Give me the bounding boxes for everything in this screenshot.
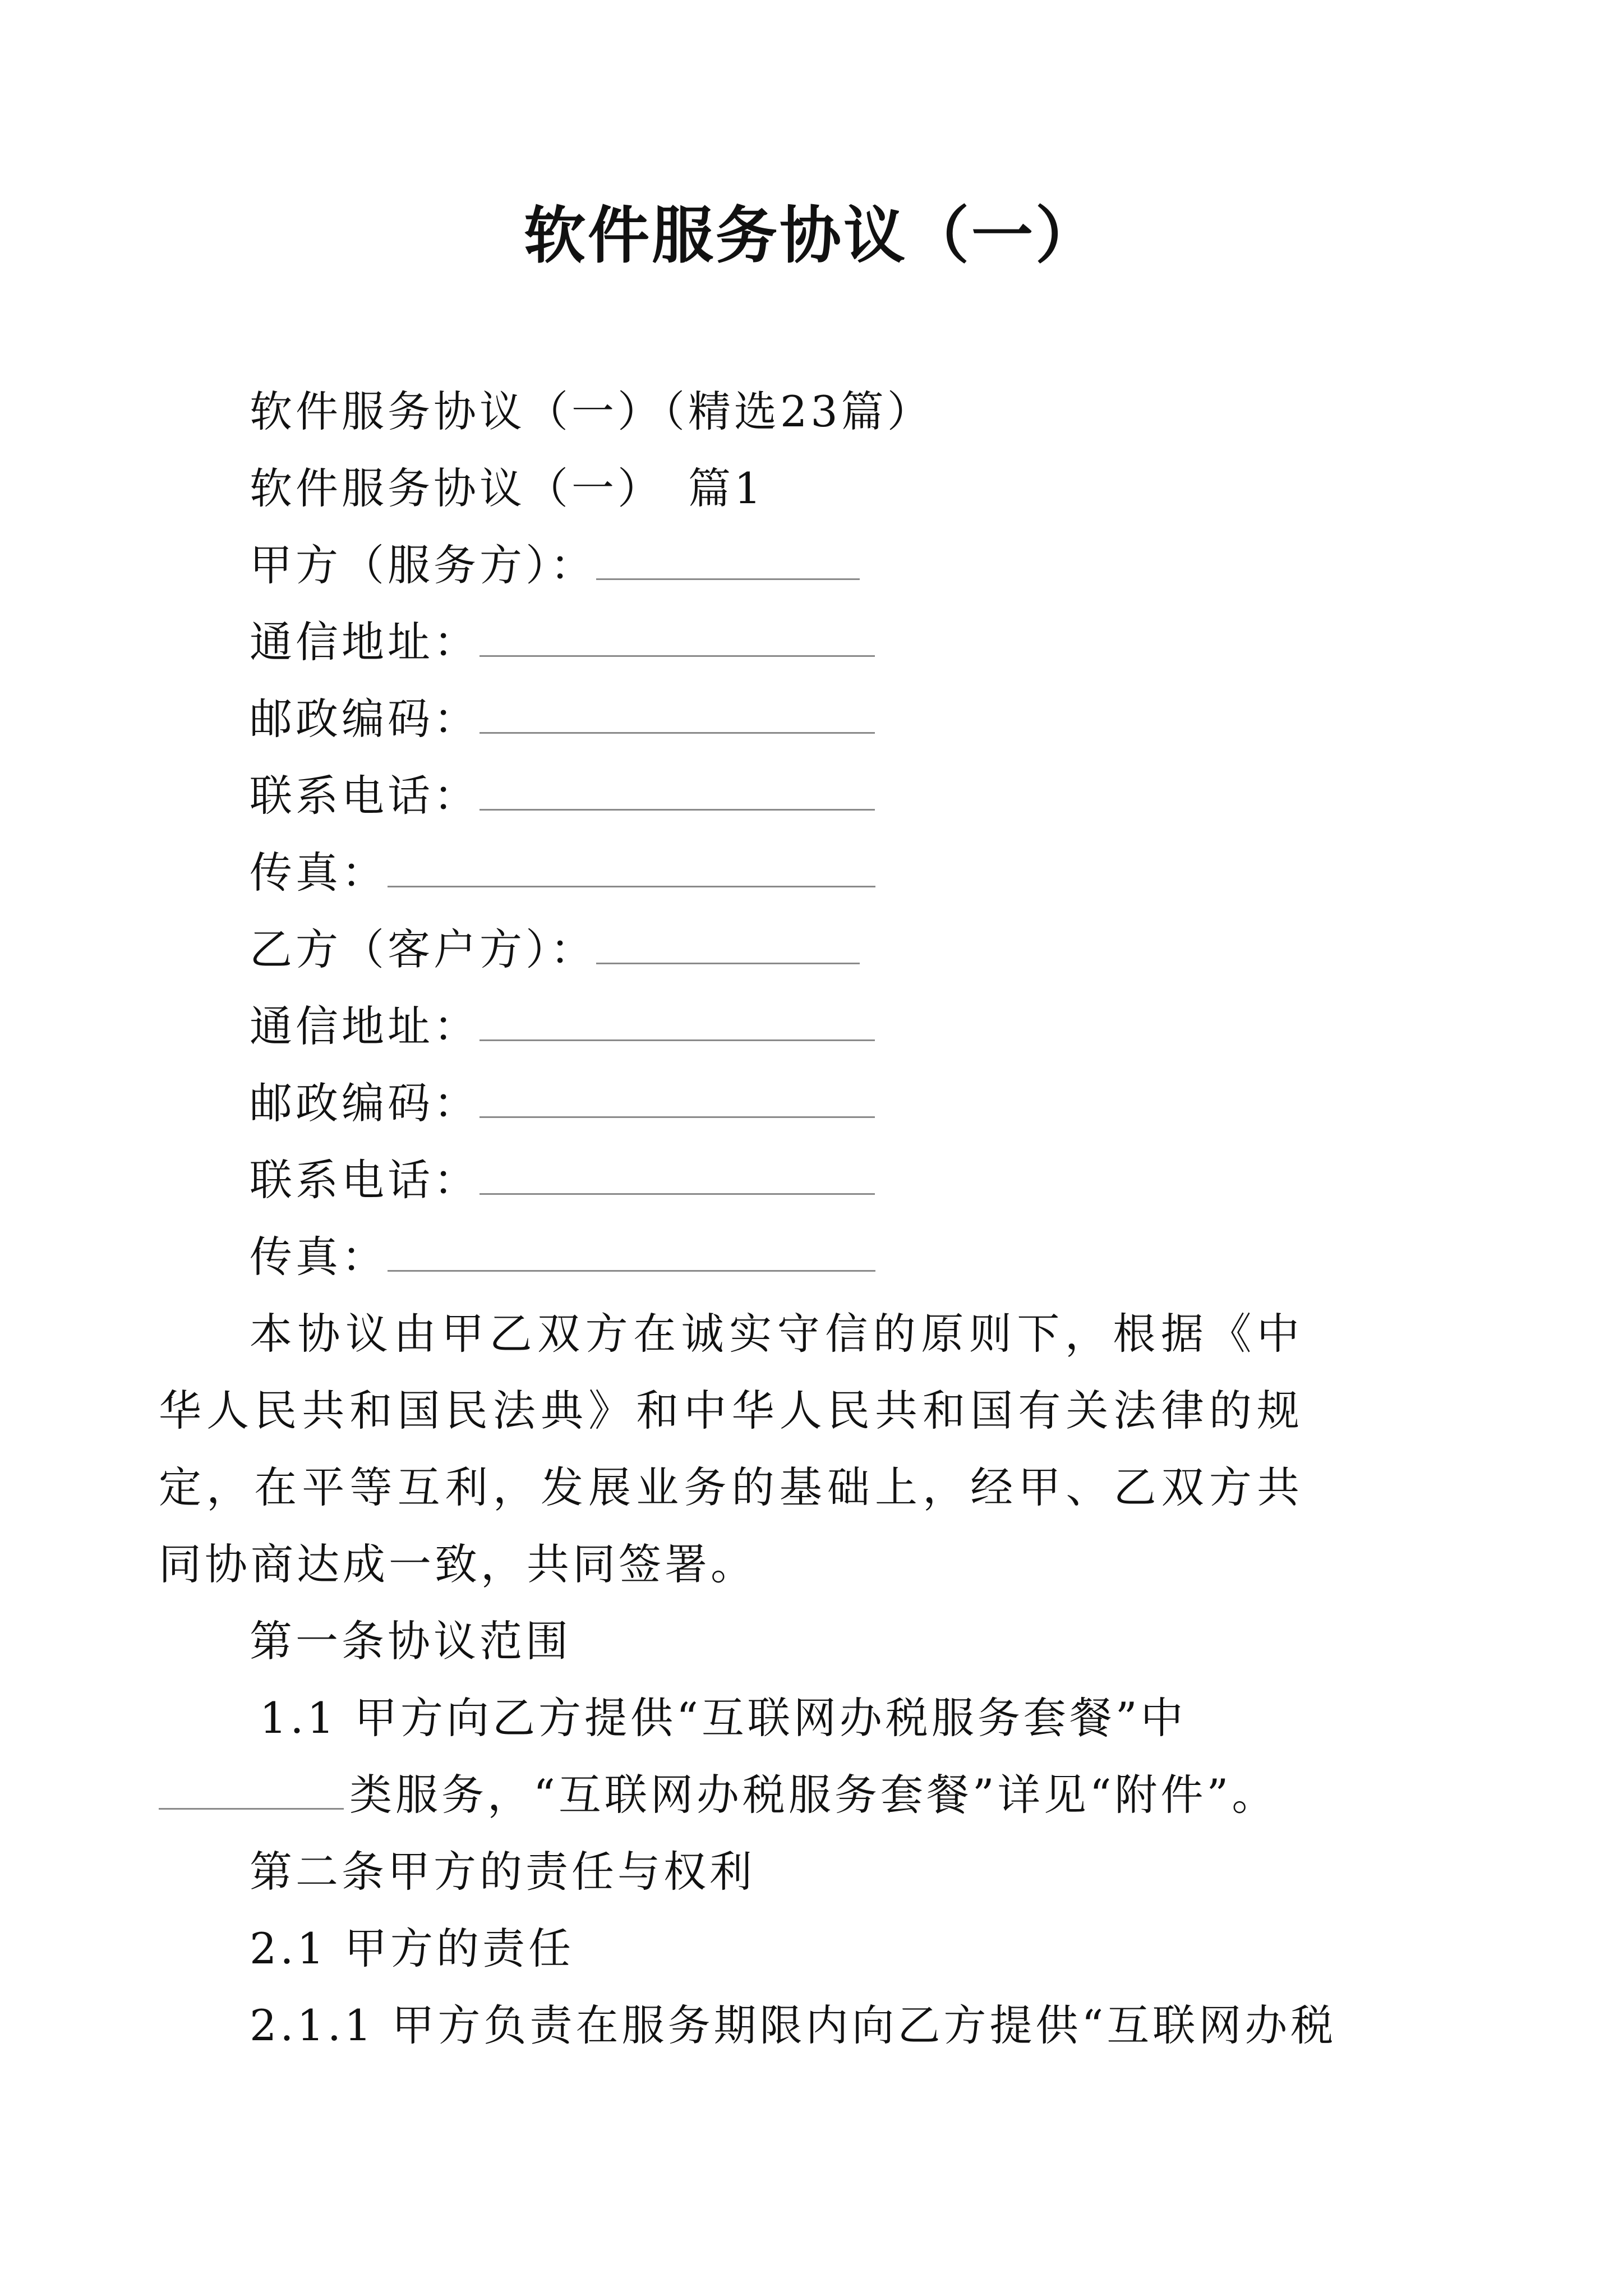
party-a-phone-line xyxy=(250,757,1394,834)
party-a-fax-blank xyxy=(388,843,875,887)
party-b-label: 乙方（客户方）： xyxy=(250,924,596,974)
party-b-address-label: 通信地址： xyxy=(250,1001,479,1051)
party-a-postcode-label: 邮政编码： xyxy=(250,694,479,744)
party-b-phone-line xyxy=(250,1142,1394,1218)
party-a-address-line xyxy=(250,604,1394,680)
party-a-name-blank xyxy=(596,536,860,580)
party-a-postcode-blank xyxy=(479,689,875,734)
clause-1-1-blank xyxy=(159,1765,344,1810)
article-1-title: 第一条协议范围 xyxy=(250,1616,571,1666)
party-a-label: 甲方（服务方）： xyxy=(250,540,596,590)
party-b-postcode-line xyxy=(250,1065,1394,1142)
party-a-fax-label: 传真： xyxy=(250,848,388,898)
clause-1-1-line-2 xyxy=(159,1756,1394,1833)
intro-paragraph: 本协议由甲乙双方在诚实守信的原则下，根据《中华人民共和国民法典》和中华人民共和国有关法律的规定，在平等互利，发展业务的基础上，经甲、乙双方共同协商达成一致，共同签署。 xyxy=(159,1309,1303,1589)
party-a-phone-blank xyxy=(479,766,875,811)
party-a-fax-line xyxy=(250,834,1394,911)
party-b-phone-blank xyxy=(479,1151,875,1195)
party-b-address-blank xyxy=(479,997,875,1041)
party-b-postcode-blank xyxy=(479,1074,875,1118)
document-title: 软件服务协议（一） xyxy=(524,200,1099,272)
article-2-title: 第二条甲方的责任与权利 xyxy=(250,1847,755,1897)
party-a-line xyxy=(250,527,1394,604)
party-b-name-blank xyxy=(596,920,860,964)
party-a-address-blank xyxy=(479,613,875,657)
clause-1-1-text: 类服务，“互联网办税服务套餐”详见“附件”。 xyxy=(349,1770,1278,1820)
subtitle: 软件服务协议（一）（精选23篇） xyxy=(250,386,933,436)
clause-1-1-line-1: 1.1 甲方向乙方提供“互联网办税服务套餐”中 xyxy=(260,1693,1187,1743)
clause-2-1-1: 2.1.1 甲方负责在服务期限内向乙方提供“互联网办税 xyxy=(250,2000,1337,2050)
party-b-postcode-label: 邮政编码： xyxy=(250,1078,479,1128)
party-b-fax-label: 传真： xyxy=(250,1232,388,1282)
clause-2-1: 2.1 甲方的责任 xyxy=(250,1924,575,1973)
document-body xyxy=(250,373,1394,1295)
party-a-postcode-line xyxy=(250,680,1394,757)
party-a-phone-label: 联系电话： xyxy=(250,771,479,821)
document-body-continued xyxy=(159,1295,1394,1603)
party-b-address-line xyxy=(250,988,1394,1065)
articles xyxy=(250,1603,1394,2064)
party-b-phone-label: 联系电话： xyxy=(250,1155,479,1205)
party-b-line xyxy=(250,911,1394,988)
party-a-address-label: 通信地址： xyxy=(250,617,479,667)
section-heading: 软件服务协议（一） 篇1 xyxy=(250,463,765,513)
party-b-fax-line xyxy=(250,1218,1394,1295)
party-b-fax-blank xyxy=(388,1227,875,1272)
